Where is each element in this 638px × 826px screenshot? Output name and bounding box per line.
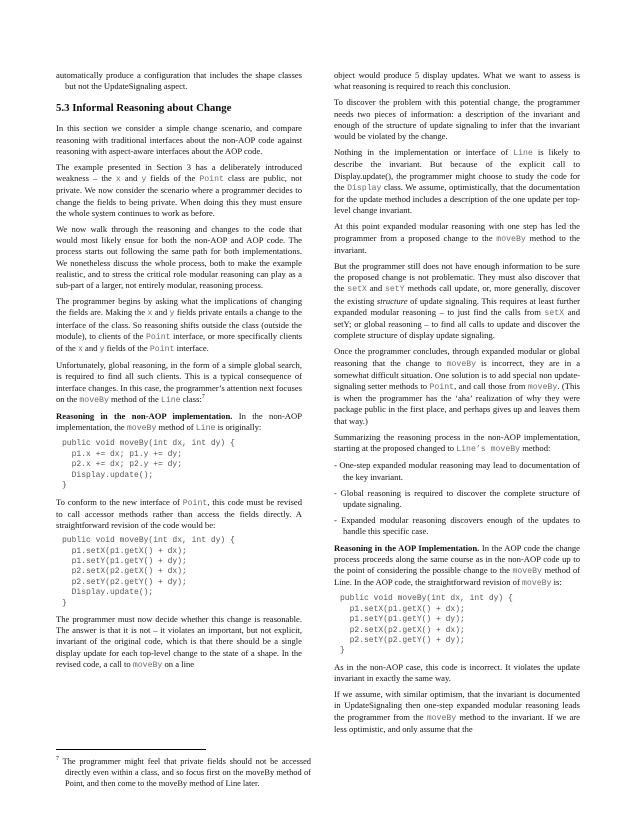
section-heading: 5.3 Informal Reasoning about Change xyxy=(56,102,232,115)
list-item: - Expanded modular reasoning discovers enough of the updates to handle this specific case. xyxy=(334,515,580,537)
paragraph: Summarizing the reasoning process in the non-AOP implementation, starting at the proposed changed to Line’s moveBy method: xyxy=(334,431,580,455)
prior-list-item-continuation: automatically produce a configuration that includes the shape classes but not the UpdateSignaling aspect. xyxy=(56,70,302,92)
list-item: - Global reasoning is required to discover the complete structure of update signaling. xyxy=(334,487,580,509)
paragraph: At this point expanded modular reasoning with one step has led the programmer from a proposed change to the moveBy method to the invariant. xyxy=(334,221,581,255)
code-listing: public void moveBy(int dx, int dy) { p1.setX(p1.getX() + dx); p1.setY(p1.getY() + dy); p2.setX(p2.getX() + dx); p2.setY(p2.getY() + dy); Display.update(); } xyxy=(62,536,235,608)
code-listing: public void moveBy(int dx, int dy) { p1.x += dx; p1.y += dy; p2.x += dx; p2.y += dy; Display.update(); } xyxy=(62,439,235,491)
paragraph: In this section we consider a simple change scenario, and compare reasoning with traditional interfaces about the non-AOP code against reasoning with aspect-aware interfaces about the AOP code. xyxy=(56,123,302,156)
paragraph: To conform to the new interface of Point, this code must be revised to call accessor methods rather than access the fields directly. A straightforward revision of the code would be: xyxy=(56,496,302,530)
paragraph: Once the programmer concludes, through expanded modular or global reasoning that the change to moveBy is incorrect, they are in a somewhat difficult situation. One solution is to add special non update-signaling setter methods to Point, and call those from moveBy. (This is when the programmer has the ‘aha’ realization of why they were package public in the first place, and perhaps gives up and leaves them that way.) xyxy=(334,346,581,426)
code-listing: public void moveBy(int dx, int dy) { p1.setX(p1.getX() + dx); p1.setY(p1.getY() + dy); p2.setX(p2.getX() + dx); p2.setY(p2.getY() + dy); } xyxy=(340,594,513,656)
summary-list xyxy=(334,460,580,537)
paragraph: Unfortunately, global reasoning, in the form of a simple global search, is required to find all such clients. This is a typical consequence of interface changes. In this case, the programmer’s attention next focuses on the moveBy method of the Line class:$^7$ xyxy=(56,360,302,405)
paragraph: Nothing in the implementation or interface of Line is likely to describe the invariant. But because of the explicit call to Display.update(), the programmer might choose to study the code for the Display class. We assume, optimistically, that the documentation for the update method includes a description of the one update per top-level change invariant. xyxy=(334,147,581,216)
footnote-rule xyxy=(56,749,206,750)
paragraph: The example presented in Section 3 has a deliberately introduced weakness – the x and y fields of the Point class are public, not private. We now consider the scenario where a programmer decides to change the fields to being private. When doing this they must ensure the whole system continues to work as before. xyxy=(56,162,302,218)
paragraph: The programmer begins by asking what the implications of changing the fields are. Making the x and y fields private entails a change to the interface of the class. So reasoning shifts outside the class (outside the module), to clients of the Point interface, or more specifically clients of the x and y fields of the Point interface. xyxy=(56,296,302,355)
paragraph: To discover the problem with this potential change, the programmer needs two pieces of information: a description of the invariant and enough of the structure of update signaling to infer that the invariant would be violated by the change. xyxy=(334,97,580,142)
paragraph: But the programmer still does not have enough information to be sure the proposed change is not problematic. They must also discover that the setX and setY methods call update, or, more generally, discover the existing structure of update signaling. This requires at least further expanded modular reasoning – to just find the calls from setX and setY; or global reasoning – to find all calls to update and discover the complete structure of display update signaling. xyxy=(334,261,580,341)
right-column xyxy=(334,70,580,740)
footnote-ref: 7 xyxy=(201,394,205,401)
left-column xyxy=(56,70,302,676)
paragraph: As in the non-AOP case, this code is incorrect. It violates the update invariant in exactly the same way. xyxy=(334,661,580,683)
paragraph: The programmer must now decide whether this change is reasonable. The answer is that it is not – it violates an important, but not explicit, invariant of the original code, which is that there should be a single display update for each top-level change to the state of a shape. In the revised code, a call to moveBy on a line xyxy=(56,613,302,670)
list-item: - One-step expanded modular reasoning may lead to documentation of the key invariant. xyxy=(334,460,580,482)
paragraph: object would produce 5 display updates. What we want to assess is what reasoning is required to reach this conclusion. xyxy=(334,70,580,92)
footnote: $^7$ The programmer might feel that private fields should not be accessed directly even within a class, and so focus first on the moveBy method of Point, and then come to the moveBy method of Line later. xyxy=(56,756,311,788)
paragraph: Reasoning in the AOP Implementation. In the AOP code the change process proceeds along the same course as in the non-AOP code up to the point of considering the possible change to the moveBy method of Line. In the AOP code, the straightforward revision of moveBy is: xyxy=(334,542,580,589)
paragraph: Reasoning in the non-AOP implementation. In the non-AOP implementation, the moveBy method of Line is originally: xyxy=(56,411,302,434)
paragraph: If we assume, with similar optimism, that the invariant is documented in UpdateSignaling then one-step expanded modular reasoning leads the programmer from the moveBy method to the invariant. If we are less optimistic, and only assume that the xyxy=(334,689,580,734)
paragraph: We now walk through the reasoning and changes to the code that would most likely ensue for both the non-AOP and AOP code. The process starts out following the same path for both implementations. We nonetheless discuss the whole process, both to make the example realistic, and to stress the critical role modular reasoning can play as a sub-part of a larger, not entirely modular, reasoning process. xyxy=(56,224,302,291)
